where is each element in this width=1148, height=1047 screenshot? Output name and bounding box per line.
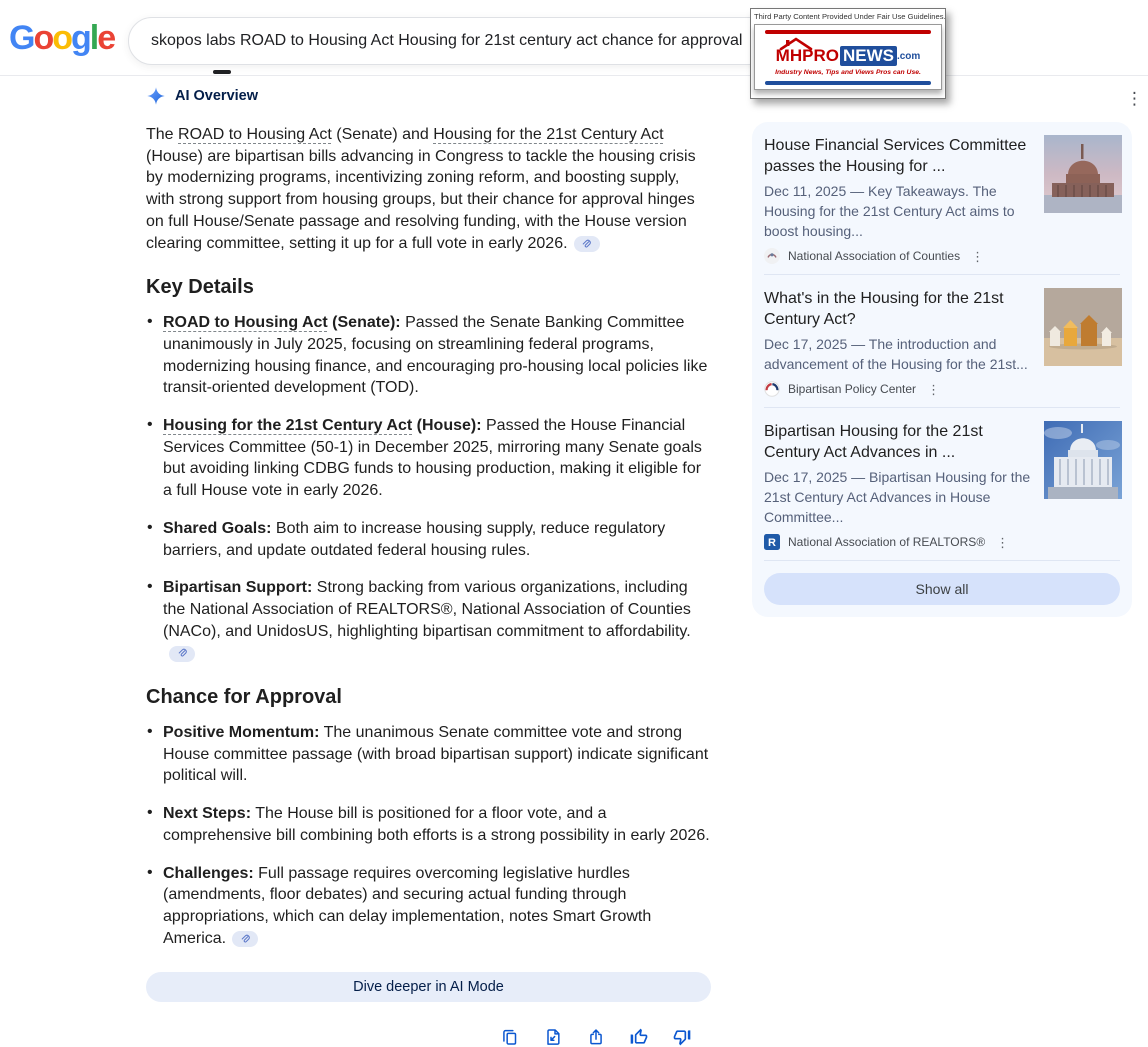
ai-overview-summary xyxy=(146,124,712,254)
third-party-watermark xyxy=(750,8,946,99)
brand-mh: MH xyxy=(775,46,803,65)
housing-21st-century-act-link[interactable]: Housing for the 21st Century Act xyxy=(433,126,664,143)
list-item xyxy=(146,863,712,950)
search-bar[interactable] xyxy=(128,17,790,65)
list-item xyxy=(146,722,712,787)
list-item xyxy=(146,518,712,561)
summary-text: (House) are bipartisan bills advancing in Congress to tackle the housing crisis by modernizing programs, incentivizing zoning reform, and boosting supply, with strong support from housing groups, but their chance for approval hinges on full House/Senate passage and resolving funding, with the House version clearing committee, setting it up for a full vote in early 2026. xyxy=(146,147,696,252)
article-source-row xyxy=(764,534,1032,550)
bullet-lead: Bipartisan Support: xyxy=(163,579,313,597)
nar-favicon xyxy=(764,534,780,550)
google-logo[interactable] xyxy=(9,19,114,58)
bullet-lead: Shared Goals: xyxy=(163,519,272,537)
road-to-housing-act-link[interactable]: ROAD to Housing Act xyxy=(178,126,332,143)
ai-overview-actions xyxy=(146,1027,712,1047)
ai-overview-label: AI Overview xyxy=(175,88,259,104)
bullet-body: Passed the Senate Banking Committee unanimously in July 2025, focusing on streamlining federal programs, modernizing housing finance, and encouraging pro-housing local policies like transit-oriented development (TOD). xyxy=(163,314,708,397)
house-roof-icon xyxy=(779,37,813,50)
active-tab-indicator xyxy=(213,70,231,74)
bullet-lead: (Senate): xyxy=(327,314,401,332)
key-details-heading: Key Details xyxy=(146,276,254,299)
citation-chip[interactable] xyxy=(169,646,195,662)
thumbs-down-icon[interactable] xyxy=(672,1027,692,1047)
watermark-disclaimer: Third Party Content Provided Under Fair Use Guidelines. xyxy=(754,12,946,21)
article-snippet: Dec 17, 2025 — Bipartisan Housing for the 21st Century Act Advances in House Committee... xyxy=(764,469,1031,525)
sparkle-icon xyxy=(146,86,166,106)
citation-chip[interactable] xyxy=(232,931,258,947)
article-source: Bipartisan Policy Center xyxy=(788,382,917,396)
header-divider xyxy=(0,75,1148,76)
article-snippet: Dec 17, 2025 — The introduction and advancement of the Housing for the 21st... xyxy=(764,336,1028,372)
show-all-button[interactable]: Show all xyxy=(764,573,1120,605)
naco-favicon xyxy=(764,248,780,264)
paperclip-icon xyxy=(240,934,251,945)
bullet-lead: (House): xyxy=(412,417,482,435)
bullet-body: Strong backing from various organizations, including the National Association of REALTORS®, National Association of Counties (NACo), and UnidosUS, highlighting bipartisan commitment to affordability. xyxy=(163,579,691,640)
bullet-lead: Challenges: xyxy=(163,864,254,882)
bullet-lead: Positive Momentum: xyxy=(163,724,320,742)
wooden-houses-image xyxy=(1044,288,1122,366)
citation-chip[interactable] xyxy=(574,236,600,252)
bullet-body: The unanimous Senate committee vote and strong House committee passage (with broad bipartisan support) indicate significant political will. xyxy=(163,724,709,785)
article-source: National Association of REALTORS® xyxy=(788,535,986,549)
housing-21st-century-act-link[interactable]: Housing for the 21st Century Act xyxy=(163,417,413,435)
article-card[interactable] xyxy=(752,275,1132,407)
article-snippet: Dec 11, 2025 — Key Takeaways. The Housing for the 21st Century Act aims to boost housing... xyxy=(764,183,1015,239)
google-logo-letter: o xyxy=(52,19,72,57)
article-title: What's in the Housing for the 21st Century Act? xyxy=(764,290,1004,328)
bullet-body: Both aim to increase housing supply, reduce regulatory barriers, and update outdated federal housing rules. xyxy=(163,519,666,559)
article-more-options-icon[interactable]: ⋮ xyxy=(927,381,941,397)
bullet-lead: Next Steps: xyxy=(163,805,252,823)
article-more-options-icon[interactable]: ⋮ xyxy=(996,534,1010,550)
article-card[interactable] xyxy=(752,122,1132,274)
paperclip-icon xyxy=(581,239,592,250)
sidebar-more-options-icon[interactable]: ⋮ xyxy=(1126,89,1143,108)
logo-blue-bar xyxy=(765,81,931,85)
ai-overview-header xyxy=(146,86,712,106)
bipartisan-policy-center-favicon xyxy=(764,381,780,397)
capitol-day-image xyxy=(1044,421,1122,499)
list-item xyxy=(146,803,712,846)
share-icon[interactable] xyxy=(586,1027,606,1047)
key-details-list xyxy=(146,312,712,664)
paperclip-icon xyxy=(177,648,188,659)
copy-icon[interactable] xyxy=(500,1027,520,1047)
google-logo-letter: l xyxy=(89,19,98,57)
brand-news: NEWS xyxy=(840,46,897,66)
list-item xyxy=(146,312,712,399)
article-thumbnail[interactable] xyxy=(1044,135,1122,213)
article-thumbnail[interactable] xyxy=(1044,288,1122,366)
svg-text:R: R xyxy=(768,537,776,549)
export-icon[interactable] xyxy=(543,1027,563,1047)
google-logo-letter: o xyxy=(33,19,53,57)
brand-pro: PRO xyxy=(802,46,839,65)
chance-for-approval-heading: Chance for Approval xyxy=(146,686,342,709)
road-to-housing-act-link[interactable]: ROAD to Housing Act xyxy=(163,314,328,332)
search-input[interactable] xyxy=(151,32,767,50)
bullet-body: Full passage requires overcoming legislative hurdles (amendments, floor debates) and securing actual funding through appropriations, which can delay implementation, notes Smart Growth America. xyxy=(163,864,652,947)
summary-text: (Senate) and xyxy=(331,126,434,143)
watermark-tagline: Industry News, Tips and Views Pros can Use. xyxy=(775,69,921,76)
article-card[interactable] xyxy=(752,408,1132,560)
mhpronews-logo xyxy=(754,24,942,90)
article-source: National Association of Counties xyxy=(788,249,961,263)
thumbs-up-icon[interactable] xyxy=(629,1027,649,1047)
article-source-row xyxy=(764,381,1032,397)
article-title: Bipartisan Housing for the 21st Century Act Advances in ... xyxy=(764,423,983,461)
list-item xyxy=(146,577,712,664)
google-logo-letter: e xyxy=(97,19,115,57)
chance-for-approval-list xyxy=(146,722,712,949)
bullet-body: Passed the House Financial Services Committee (50-1) in December 2025, mirroring many Senate goals but avoiding linking CDBG funds to housing production, making it eligible for a full House vote in early 2026. xyxy=(163,417,702,500)
capitol-dusk-image xyxy=(1044,135,1122,213)
summary-text: The xyxy=(146,126,179,143)
article-source-row xyxy=(764,248,1032,264)
google-logo-letter: g xyxy=(71,19,90,57)
ai-overview-panel xyxy=(146,86,712,1047)
dive-deeper-button[interactable]: Dive deeper in AI Mode xyxy=(146,972,711,1002)
brand-com: .com xyxy=(896,50,921,62)
logo-red-bar xyxy=(765,30,931,34)
article-title: House Financial Services Committee passes the Housing for ... xyxy=(764,137,1027,175)
article-thumbnail[interactable] xyxy=(1044,421,1122,499)
list-item xyxy=(146,415,712,502)
article-more-options-icon[interactable]: ⋮ xyxy=(971,248,985,264)
related-articles-panel xyxy=(752,122,1132,617)
google-logo-letter: G xyxy=(9,19,34,57)
bullet-body: The House bill is positioned for a floor vote, and a comprehensive bill combining both efforts is a strong possibility in early 2026. xyxy=(163,805,710,844)
